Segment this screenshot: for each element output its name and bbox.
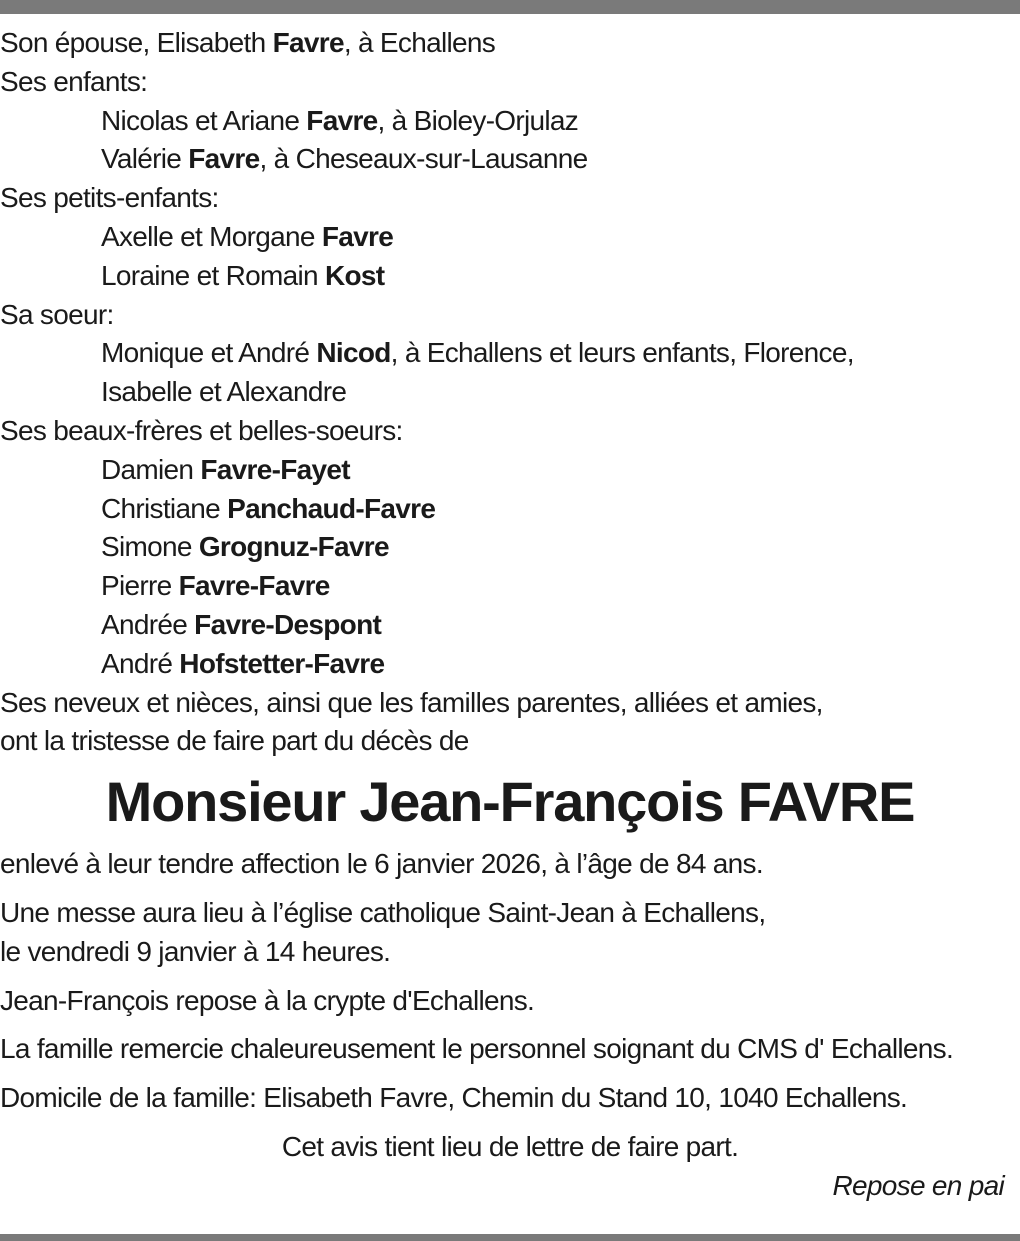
child-line: Nicolas et Ariane Favre, à Bioley-Orjulaz: [101, 104, 579, 136]
inlaws-label: Ses beaux-frères et belles-soeurs:: [0, 414, 403, 446]
inlaw-line: Damien Favre-Fayet: [101, 453, 350, 485]
sister-line: Monique et André Nicod, à Echallens et leurs enfants, Florence,: [101, 337, 854, 369]
obituary-body: [0, 24, 1020, 1206]
grandchild-line: Loraine et Romain Kost: [101, 259, 385, 291]
child-line: Valérie Favre, à Cheseaux-sur-Lausanne: [101, 143, 588, 175]
deceased-name: Monsieur Jean-François FAVRE: [105, 770, 915, 834]
inlaw-line: Christiane Panchaud-Favre: [101, 492, 436, 524]
thanks-line: La famille remercie chaleureusement le personnel soignant du CMS d' Echallens.: [0, 1033, 954, 1065]
inlaw-line: Andrée Favre-Despont: [101, 608, 382, 640]
mass-line: le vendredi 9 janvier à 14 heures.: [0, 935, 391, 967]
closing-phrase: Repose en pai: [832, 1169, 1004, 1201]
inlaw-line: André Hofstetter-Favre: [101, 647, 385, 679]
inlaw-line: Simone Grognuz-Favre: [101, 531, 389, 563]
grandchild-line: Axelle et Morgane Favre: [101, 220, 394, 252]
grandchildren-label: Ses petits-enfants:: [0, 182, 219, 214]
passing-line: enlevé à leur tendre affection le 6 janvier 2026, à l’âge de 84 ans.: [0, 848, 763, 880]
notice-line: Cet avis tient lieu de lettre de faire part.: [281, 1130, 739, 1162]
rest-line: Jean-François repose à la crypte d'Echallens.: [0, 984, 535, 1016]
sister-label: Sa soeur:: [0, 298, 114, 330]
sister-continuation: Isabelle et Alexandre: [101, 376, 347, 408]
top-rule: [0, 0, 1020, 14]
closing-line: Ses neveux et nièces, ainsi que les familles parentes, alliées et amies,: [0, 686, 823, 718]
spouse-line: Son épouse, Elisabeth Favre, à Echallens: [0, 27, 496, 58]
children-label: Ses enfants:: [0, 65, 148, 97]
closing-line: ont la tristesse de faire part du décès de: [0, 725, 469, 757]
domicile-line: Domicile de la famille: Elisabeth Favre, Chemin du Stand 10, 1040 Echallens.: [0, 1082, 908, 1114]
mass-paragraph: [0, 894, 1020, 972]
mass-line: Une messe aura lieu à l’église catholique Saint-Jean à Echallens,: [0, 896, 766, 928]
bottom-rule: [0, 1234, 1020, 1241]
inlaw-line: Pierre Favre-Favre: [101, 570, 330, 602]
